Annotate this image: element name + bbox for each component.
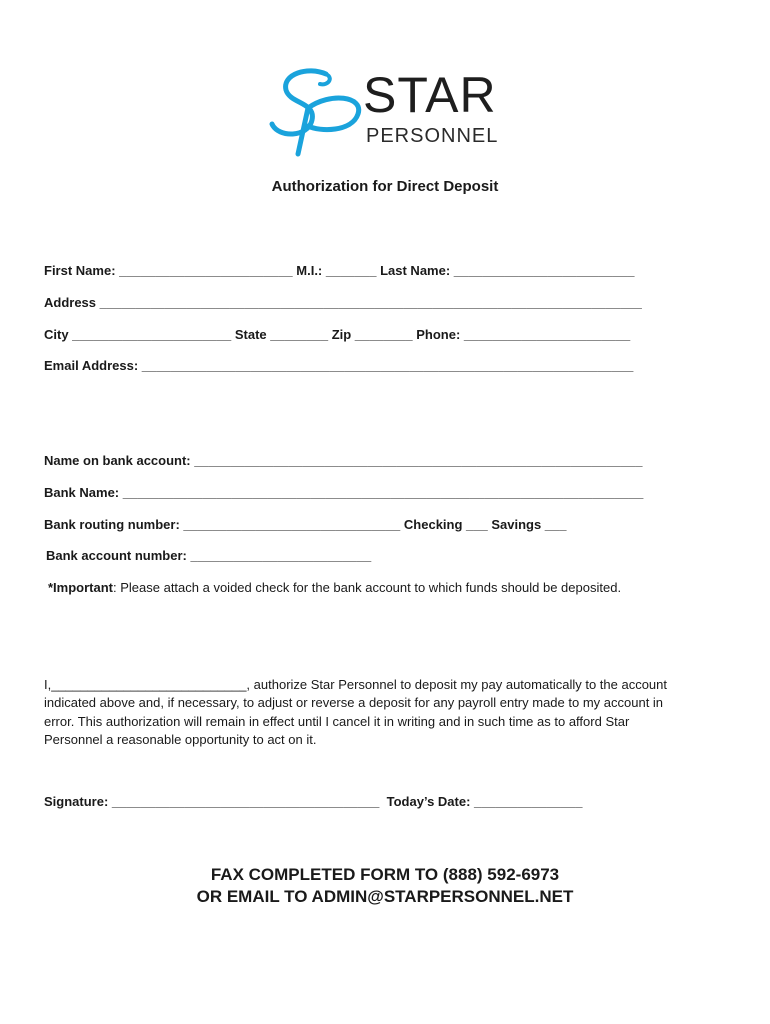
signature-date-field[interactable]: Signature: _____________________________________ Today’s Date: _______________ [44,794,583,809]
important-note [48,580,621,596]
email-address-field[interactable]: Email Address: ____________________________________________________________________ [44,358,634,373]
brand-star-text: STAR [363,67,497,123]
email-instruction: OR EMAIL TO ADMIN@STARPERSONNEL.NET [196,887,574,906]
page-title: Authorization for Direct Deposit [271,178,499,195]
important-label: *Important [48,580,113,595]
authorization-paragraph [44,676,724,749]
first-name-mi-last-name-field[interactable]: First Name: ________________________ M.I.: _______ Last Name: _________________________ [44,263,635,278]
authorization-line-3: error. This authorization will remain in effect until I cancel it in writing and in such time as to afford Star [44,713,630,729]
brand-personnel-text: PERSONNEL [366,125,499,147]
city-state-zip-phone-field[interactable]: City ______________________ State ________ Zip ________ Phone: _______________________ [44,327,631,342]
bank-account-number-field[interactable]: Bank account number: _________________________ [46,548,372,563]
authorization-line-4: Personnel a reasonable opportunity to act on it. [44,731,317,747]
routing-number-account-type-field[interactable]: Bank routing number: ______________________________ Checking ___ Savings ___ [44,517,567,532]
authorization-line-1[interactable]: I,___________________________, authorize Star Personnel to deposit my pay automatically to the account [44,677,667,692]
authorization-line-2: indicated above and, if necessary, to adjust or reverse a deposit for any payroll entry made to my account in [44,695,664,711]
name-on-bank-account-field[interactable]: Name on bank account: ______________________________________________________________ [44,453,643,468]
address-field[interactable]: Address ___________________________________________________________________________ [44,295,642,310]
fax-instruction: FAX COMPLETED FORM TO (888) 592-6973 [210,865,560,884]
sp-monogram-icon [268,66,368,158]
company-logo [268,66,508,158]
important-text: : Please attach a voided check for the bank account to which funds should be deposited. [113,580,622,595]
bank-name-field[interactable]: Bank Name: ________________________________________________________________________ [44,485,644,500]
